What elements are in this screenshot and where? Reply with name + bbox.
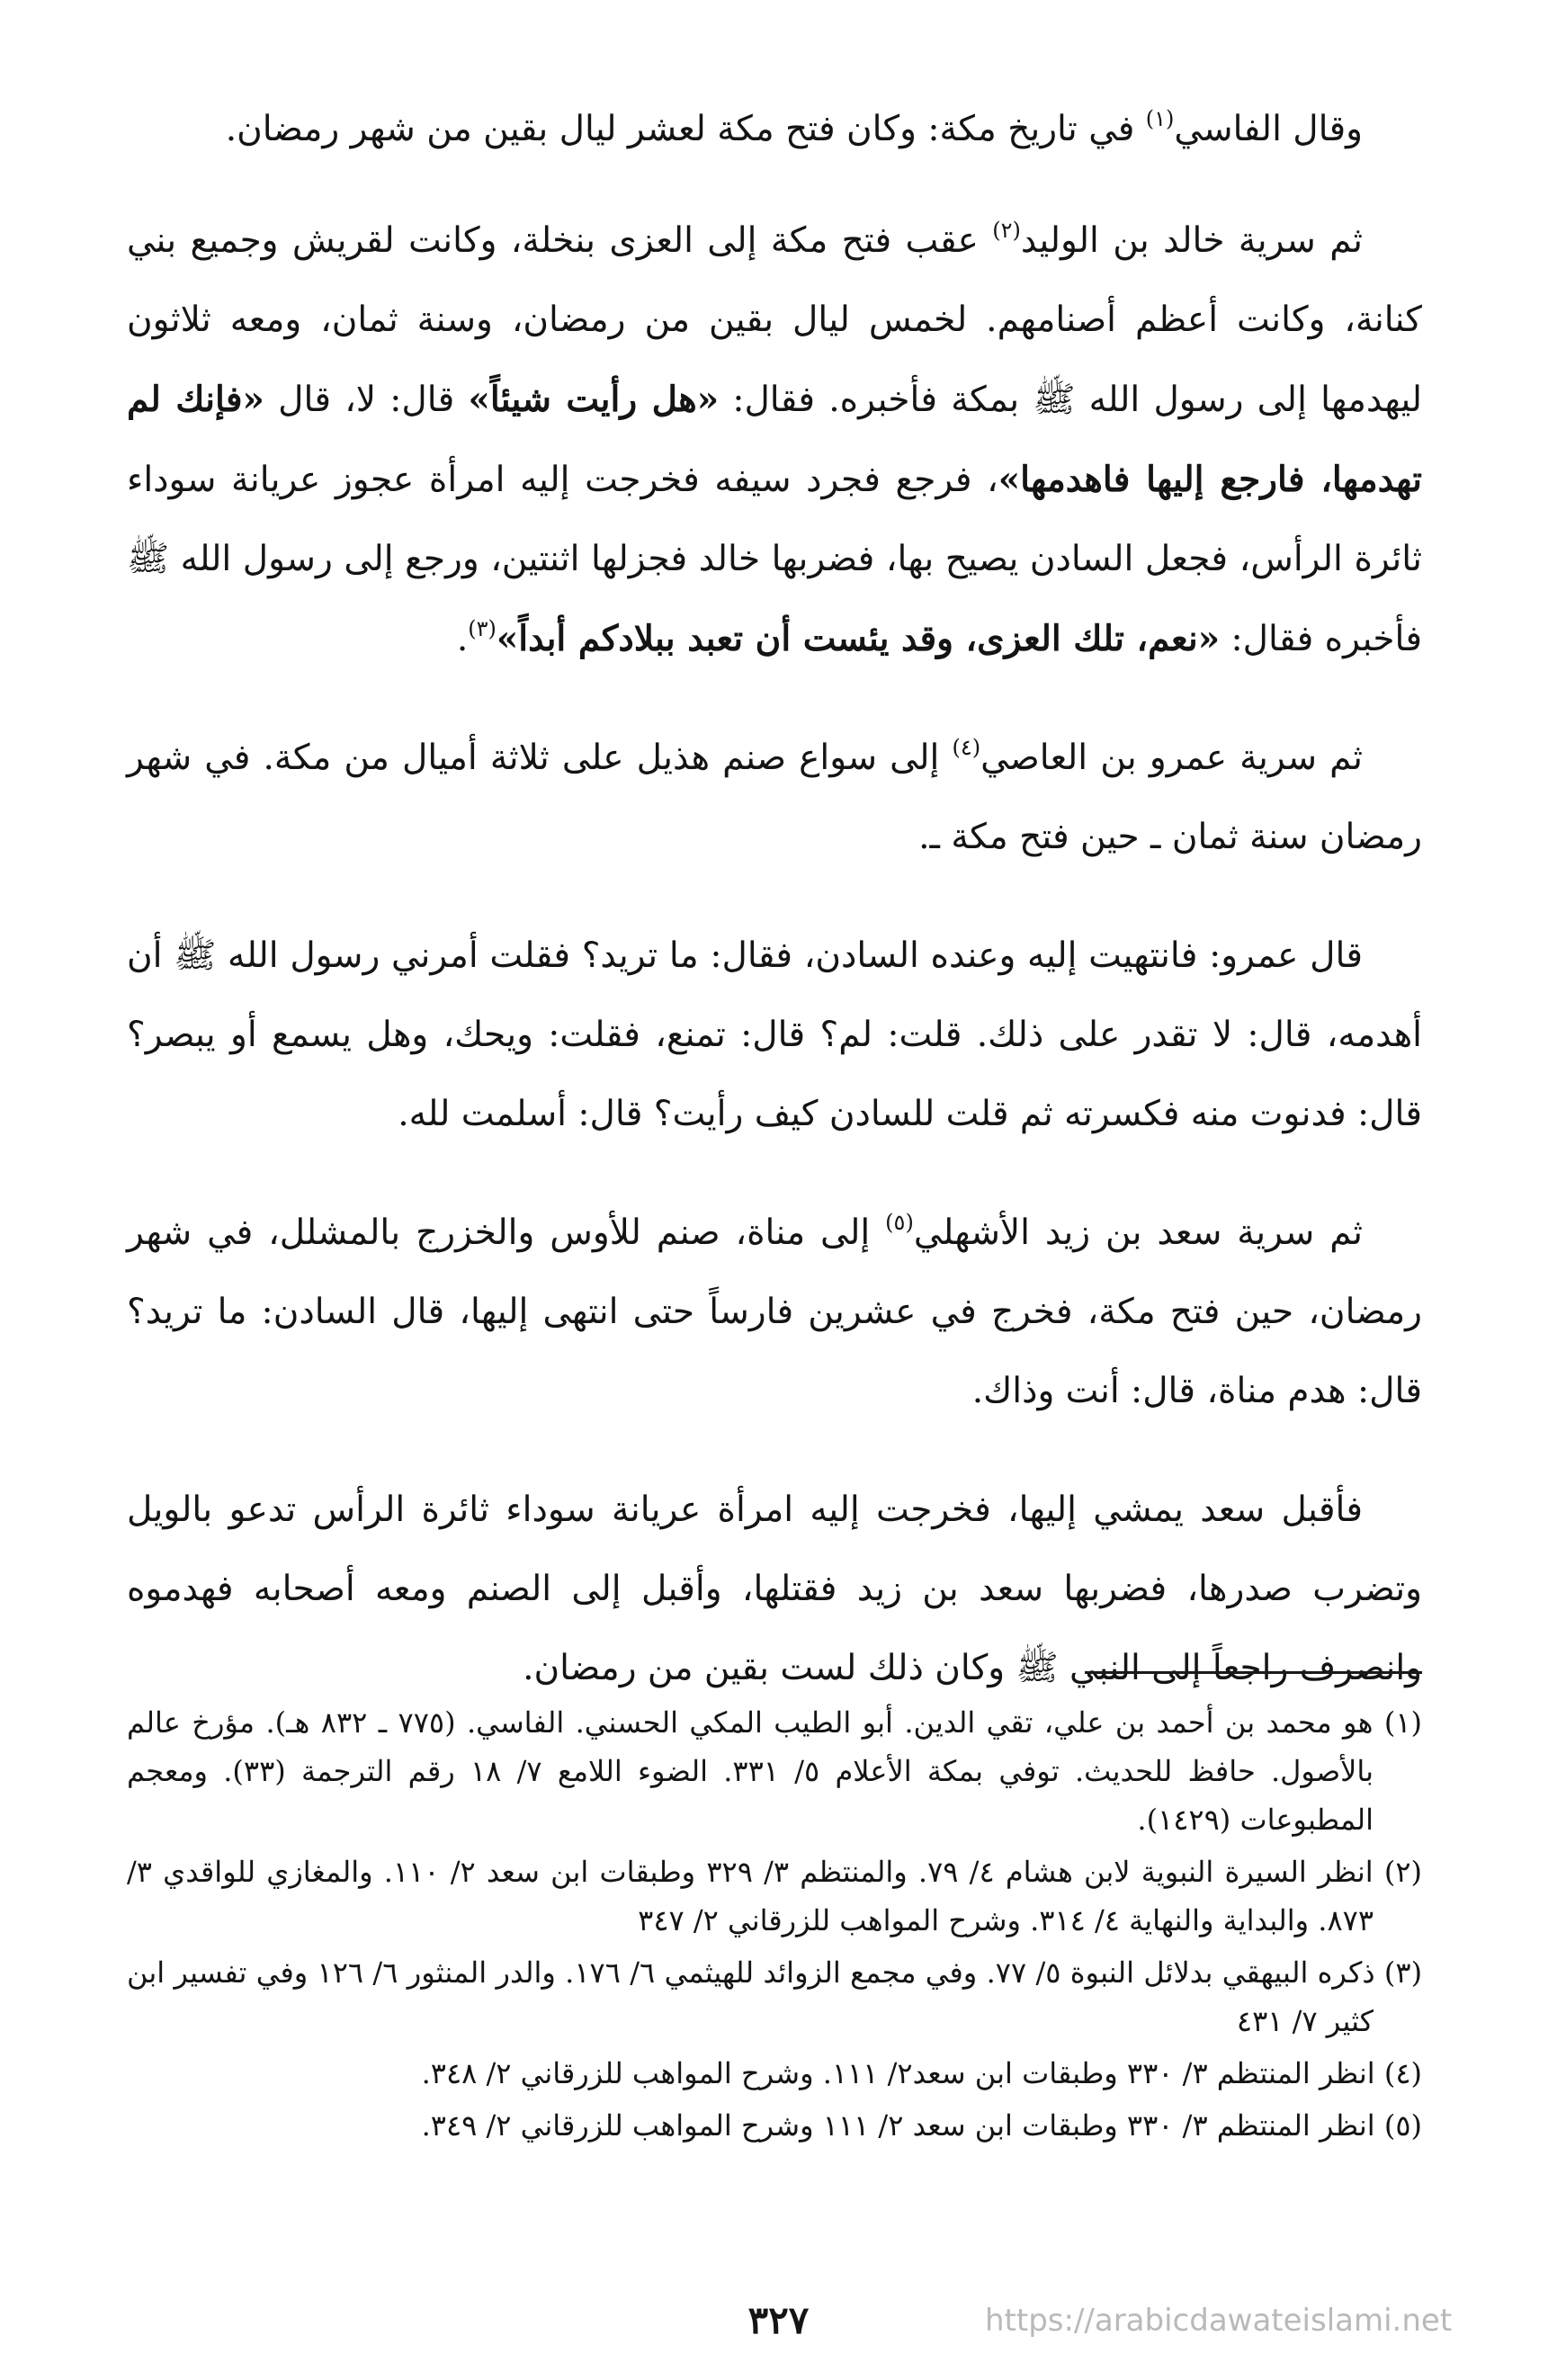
footnote: (٥) انظر المنتظم ٣/ ٣٣٠ وطبقات ابن سعد ٢/ ١١١ وشرح المواهب للزرقاني ٢/ ٣٤٩. [421, 2108, 1422, 2143]
paragraph: ثم سرية سعد بن زيد الأشهلي$^{(٥)}$ إلى مناة، صنم للأوس والخزرج بالمشلل، في شهر رمضان، حين فتح مكة، فخرج في عشرين فارساً حتى انتهى إليها، قال السادن: ما تريد؟ قال: هدم مناة، قال: أنت وذاك. [127, 1210, 1422, 1411]
footnote-ref[interactable]: (٣) [468, 616, 497, 641]
footnote-ref[interactable]: (١) [1145, 106, 1175, 131]
footnote-ref[interactable]: (٥) [885, 1210, 914, 1235]
paragraph: فأقبل سعد يمشي إليها، فخرجت إليه امرأة عريانة سوداء ثائرة الرأس تدعو بالويل وتضرب صدرها، فضربها سعد بن زيد فقتلها، وأقبل إلى الصنم ومعه أصحابه فهدموه وانصرف راجعاً إلى النبي ﷺ وكان ذلك لست بقين من رمضان. [127, 1490, 1422, 1688]
main-text [127, 90, 1422, 1748]
footnote: (٢) انظر السيرة النبوية لابن هشام ٤/ ٧٩. والمنتظم ٣/ ٣٢٩ وطبقات ابن سعد ٢/ ١١٠. والمغازي للواقدي ٣/ ٨٧٣. والبداية والنهاية ٤/ ٣١٤. وشرح المواهب للزرقاني ٢/ ٣٤٧ [127, 1855, 1423, 1937]
hadith-quote: «فإنك لم تهدمها، فارجع إليها فاهدمها» [127, 379, 1422, 500]
footnote: (١) هو محمد بن أحمد بن علي، تقي الدين. أبو الطيب المكي الحسني. الفاسي. (٧٧٥ ـ ٨٣٢ هـ). مؤرخ عالم بالأصول. حافظ للحديث. توفي بمكة الأعلام ٥/ ٣٣١. الضوء اللامع ٧/ ١٨ رقم الترجمة (٣٣). ومعجم المطبوعات (١٤٢٩). [127, 1705, 1423, 1837]
footnote-ref[interactable]: (٢) [992, 218, 1021, 243]
footnote-ref[interactable]: (٤) [952, 735, 981, 760]
footnote-divider [1085, 1671, 1422, 1674]
footnotes [127, 1698, 1422, 2153]
page-number: ٣٢٧ [747, 2298, 810, 2342]
paragraph: ثم سرية خالد بن الوليد$^{(٢)}$ عقب فتح مكة إلى العزى بنخلة، وكانت لقريش وجميع بني كنانة، وكانت أعظم أصنامهم. لخمس ليال بقين من رمضان، وسنة ثمان، ومعه ثلاثون ليهدمها إلى رسول الله ﷺ بمكة فأخبره. فقال: «هل رأيت شيئاً» قال: لا، قال «فإنك لم تهدمها، فارجع إليها فاهدمها»، فرجع فجرد سيفه فخرجت إليه امرأة عجوز عريانة سوداء ثائرة الرأس، فجعل السادن يصيح بها، فضربها خالد فجزلها اثنتين، ورجع إلى رسول الله ﷺ فأخبره فقال: «نعم، تلك العزى، وقد يئست أن تعبد ببلادكم أبداً»$^{(٣)}$. [127, 218, 1422, 659]
hadith-quote: «هل رأيت شيئاً» [468, 379, 720, 420]
paragraph: ثم سرية عمرو بن العاصي$^{(٤)}$ إلى سواع صنم هذيل على ثلاثة أميال من مكة. في شهر رمضان سنة ثمان ـ حين فتح مكة ـ. [127, 735, 1422, 857]
watermark-url: https://arabicdawateislami.net [985, 2303, 1453, 2339]
hadith-quote: «نعم، تلك العزى، وقد يئست أن تعبد ببلادكم أبداً» [496, 618, 1221, 659]
paragraph: وقال الفاسي$^{(١)}$ في تاريخ مكة: وكان فتح مكة لعشر ليال بقين من شهر رمضان. [225, 106, 1363, 149]
footnote: (٣) ذكره البيهقي بدلائل النبوة ٥/ ٧٧. وفي مجمع الزوائد للهيثمي ٦/ ١٧٦. والدر المنثور ٦/ ١٢٦ وفي تفسير ابن كثير ٧/ ٤٣١ [127, 1955, 1423, 2038]
paragraph: قال عمرو: فانتهيت إليه وعنده السادن، فقال: ما تريد؟ فقلت أمرني رسول الله ﷺ أن أهدمه، قال: لا تقدر على ذلك. قلت: لم؟ قال: تمنع، فقلت: ويحك، وهل يسمع أو يبصر؟ قال: فدنوت منه فكسرته ثم قلت للسادن كيف رأيت؟ قال: أسلمت لله. [127, 935, 1422, 1134]
footnote: (٤) انظر المنتظم ٣/ ٣٣٠ وطبقات ابن سعد٢/ ١١١. وشرح المواهب للزرقاني ٢/ ٣٤٨. [421, 2056, 1422, 2090]
